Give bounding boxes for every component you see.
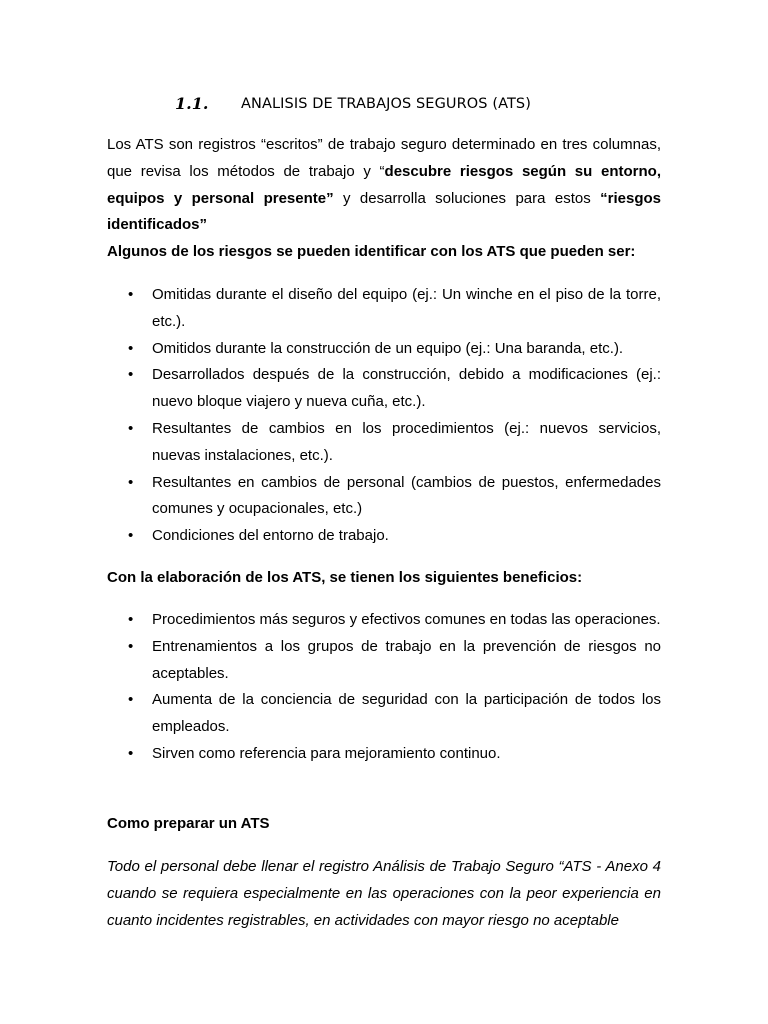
- bullet-icon: •: [128, 366, 134, 384]
- list-item: • Omitidas durante el diseño del equipo (ej.: Un winche en el piso de la torre, etc.).: [107, 282, 661, 336]
- list-item: • Desarrollados después de la construcción, debido a modificaciones (ej.: nuevo bloque viajero y nueva cuña, etc.).: [107, 362, 661, 416]
- list-item: • Condiciones del entorno de trabajo.: [107, 523, 661, 550]
- bullet-icon: •: [128, 611, 134, 628]
- prepare-paragraph: Todo el personal debe llenar el registro Análisis de Trabajo Seguro “ATS - Anexo 4 cuando se requiera especialmente en las operaciones con la peor experiencia en cuanto incidentes registrables, en actividades con mayor riesgo no aceptable: [107, 858, 661, 929]
- intro-text-d: “riesgos identificados”: [107, 189, 661, 234]
- list-item: • Resultantes en cambios de personal (cambios de puestos, enfermedades comunes y ocupacionales, etc.): [107, 470, 661, 524]
- list-item: • Sirven como referencia para mejoramiento continuo.: [107, 741, 661, 768]
- bullet-icon: •: [128, 286, 134, 303]
- intro-paragraph: [107, 132, 661, 239]
- bullet-icon: •: [128, 419, 134, 437]
- section-title: ANALISIS DE TRABAJOS SEGUROS (ATS): [241, 96, 531, 112]
- risks-list: [107, 282, 661, 550]
- risks-intro: Algunos de los riesgos se pueden identificar con los ATS que pueden ser:: [107, 243, 636, 260]
- bullet-icon: •: [128, 637, 134, 655]
- intro-text-b: descubre riesgos según su entorno, equipos y personal presente”: [107, 162, 661, 207]
- bullet-icon: •: [128, 744, 134, 762]
- prepare-heading: Como preparar un ATS: [107, 815, 270, 832]
- bullet-icon: •: [128, 691, 134, 709]
- intro-text-a: Los ATS son registros “escritos” de trabajo seguro determinado en tres columnas, que revisa los métodos de trabajo y “: [107, 136, 661, 180]
- list-item: • Procedimientos más seguros y efectivos comunes en todas las operaciones.: [107, 607, 661, 634]
- section-heading: [0, 93, 768, 115]
- list-item: • Resultantes de cambios en los procedimientos (ej.: nuevos servicios, nuevas instalaciones, etc.).: [107, 416, 661, 470]
- list-item: • Aumenta de la conciencia de seguridad con la participación de todos los empleados.: [107, 687, 661, 741]
- section-number: 1.1.: [175, 94, 209, 113]
- benefits-heading: Con la elaboración de los ATS, se tienen los siguientes beneficios:: [107, 569, 583, 586]
- list-item: • Omitidos durante la construcción de un equipo (ej.: Una baranda, etc.).: [107, 336, 661, 363]
- bullet-icon: •: [128, 339, 134, 357]
- benefits-list: [107, 607, 661, 768]
- bullet-icon: •: [128, 527, 134, 545]
- bullet-icon: •: [128, 473, 134, 491]
- list-item: • Entrenamientos a los grupos de trabajo en la prevención de riesgos no aceptables.: [107, 634, 661, 688]
- intro-text-c: y desarrolla soluciones para estos: [333, 189, 601, 207]
